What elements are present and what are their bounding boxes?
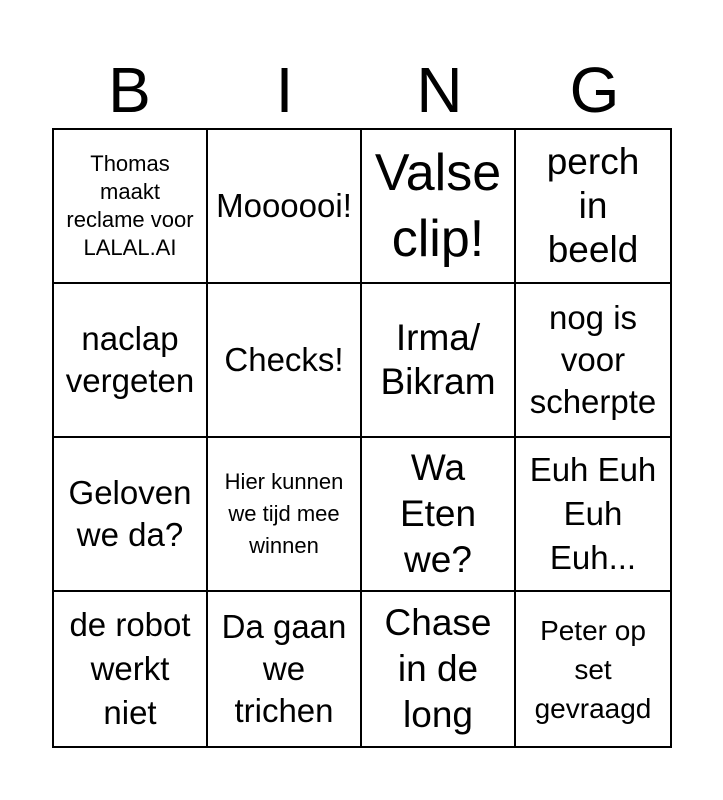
bingo-header [52,52,672,128]
bingo-cell-text: Euh Euh Euh Euh... [529,451,657,576]
bingo-cell-text: Geloven we da? [68,474,192,553]
bingo-cell-15[interactable] [362,592,516,746]
header-letter-n: N [416,54,463,126]
bingo-cell-2[interactable] [208,130,362,284]
bingo-cell-5[interactable] [54,284,208,438]
bingo-cell-text: naclap vergeten [65,320,195,399]
bingo-cell-1[interactable] [54,130,208,284]
bingo-cell-text: perch in beeld [546,141,640,270]
bingo-cell-3[interactable] [362,130,516,284]
bingo-cell-text: Moooooi! [216,187,352,224]
bingo-cell-10[interactable] [208,438,362,592]
header-letter-b: B [108,54,151,126]
bingo-cell-12[interactable] [516,438,670,592]
bingo-cell-text: de robot werkt niet [69,606,191,731]
bingo-cell-text: Hier kunnen we tijd mee winnen [224,469,344,558]
bingo-cell-8[interactable] [516,284,670,438]
bingo-cell-11[interactable] [362,438,516,592]
bingo-cell-13[interactable] [54,592,208,746]
bingo-cell-4[interactable] [516,130,670,284]
bingo-cell-9[interactable] [54,438,208,592]
bingo-cell-text: Wa Eten we? [399,447,477,580]
bingo-cell-text: nog is voor scherpte [529,299,657,420]
header-letter-g: G [569,54,620,126]
bingo-cell-text: Chase in de long [384,602,492,735]
bingo-cell-16[interactable] [516,592,670,746]
bingo-cell-text: Irma/ Bikram [380,317,496,402]
bingo-cell-7[interactable] [362,284,516,438]
bingo-cell-text: Da gaan we trichen [221,608,347,729]
bingo-cell-14[interactable] [208,592,362,746]
bingo-cell-text: Thomas maakt reclame voor LALAL.AI [66,151,194,260]
bingo-cell-text: Valse clip! [374,144,502,268]
bingo-cell-text: Peter op set gevraagd [534,614,652,724]
bingo-grid [52,128,672,748]
bingo-cell-text: Checks! [224,341,344,378]
header-letter-i: I [275,54,294,126]
bingo-cell-6[interactable] [208,284,362,438]
